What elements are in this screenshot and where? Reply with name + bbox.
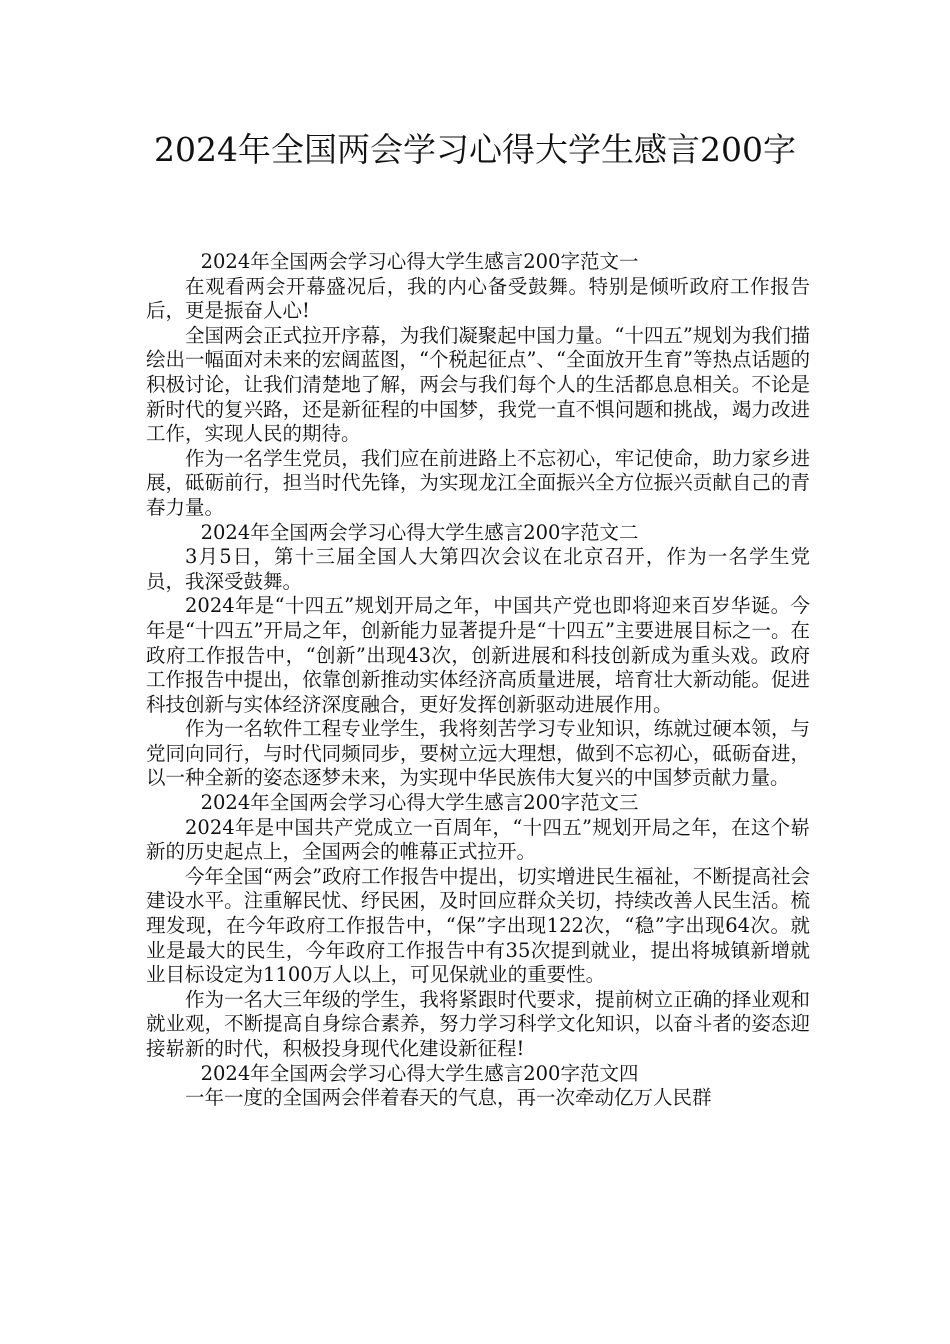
document-body — [146, 250, 810, 1111]
section-heading-4: 2024年全国两会学习心得大学生感言200字范文四 — [200, 1061, 639, 1085]
paragraph: 全国两会正式拉开序幕，为我们凝聚起中国力量。“十四五”规划为我们描绘出一幅面对未来的宏阔蓝图，“个税起征点”、“全面放开生育”等热点话题的积极讨论，让我们清楚地了解，两会与我们每个人的生活都息息相关。不论是新时代的复兴路，还是新征程的中国梦，我党一直不惧问题和挑战，竭力改进工作，实现人民的期待。 — [146, 323, 810, 446]
section-heading-3: 2024年全国两会学习心得大学生感言200字范文三 — [200, 791, 639, 815]
section-heading-1: 2024年全国两会学习心得大学生感言200字范文一 — [200, 250, 639, 273]
paragraph: 今年全国“两会”政府工作报告中提出，切实增进民生福祉，不断提高社会建设水平。注重解民忧、纾民困，及时回应群众关切，持续改善人民生活。梳理发现，在今年政府工作报告中，“保”字出现122次，“稳”字出现64次。就业是最大的民生，今年政府工作报告中有35次提到就业，提出将城镇新增就业目标设定为1100万人以上，可见保就业的重要性。 — [146, 864, 810, 987]
paragraph: 作为一名软件工程专业学生，我将刻苦学习专业知识，练就过硬本领，与党同向同行，与时代同频同步，要树立远大理想，做到不忘初心，砥砺奋进，以一种全新的姿态逐梦未来，为实现中华民族伟大复兴的中国梦贡献力量。 — [146, 717, 810, 790]
paragraph: 作为一名大三年级的学生，我将紧跟时代要求，提前树立正确的择业观和就业观，不断提高自身综合素养，努力学习科学文化知识，以奋斗者的姿态迎接崭新的时代，积极投身现代化建设新征程! — [146, 987, 810, 1060]
paragraph: 一年一度的全国两会伴着春天的气息，再一次牵动亿万人民群 — [185, 1086, 712, 1110]
document-title: 2024年全国两会学习心得大学生感言200字 — [154, 130, 796, 169]
paragraph: 2024年是中国共产党成立一百周年，“十四五”规划开局之年，在这个崭新的历史起点上，全国两会的帷幕正式拉开。 — [146, 815, 810, 864]
paragraph: 在观看两会开幕盛况后，我的内心备受鼓舞。特别是倾听政府工作报告后，更是振奋人心! — [146, 274, 810, 323]
paragraph: 作为一名学生党员，我们应在前进路上不忘初心，牢记使命，助力家乡进展，砥砺前行，担当时代先锋，为实现龙江全面振兴全方位振兴贡献自己的青春力量。 — [146, 446, 810, 519]
paragraph: 2024年是“十四五”规划开局之年，中国共产党也即将迎来百岁华诞。今年是“十四五”开局之年，创新能力显著提升是“十四五”主要进展目标之一。在政府工作报告中，“创新”出现43次，创新进展和科技创新成为重头戏。政府工作报告中提出，依靠创新推动实体经济高质量进展，培育壮大新动能。促进科技创新与实体经济深度融合，更好发挥创新驱动进展作用。 — [146, 594, 810, 716]
section-heading-2: 2024年全国两会学习心得大学生感言200字范文二 — [200, 520, 639, 544]
paragraph: 3月5日，第十三届全国人大第四次会议在北京召开，作为一名学生党员，我深受鼓舞。 — [146, 545, 810, 593]
